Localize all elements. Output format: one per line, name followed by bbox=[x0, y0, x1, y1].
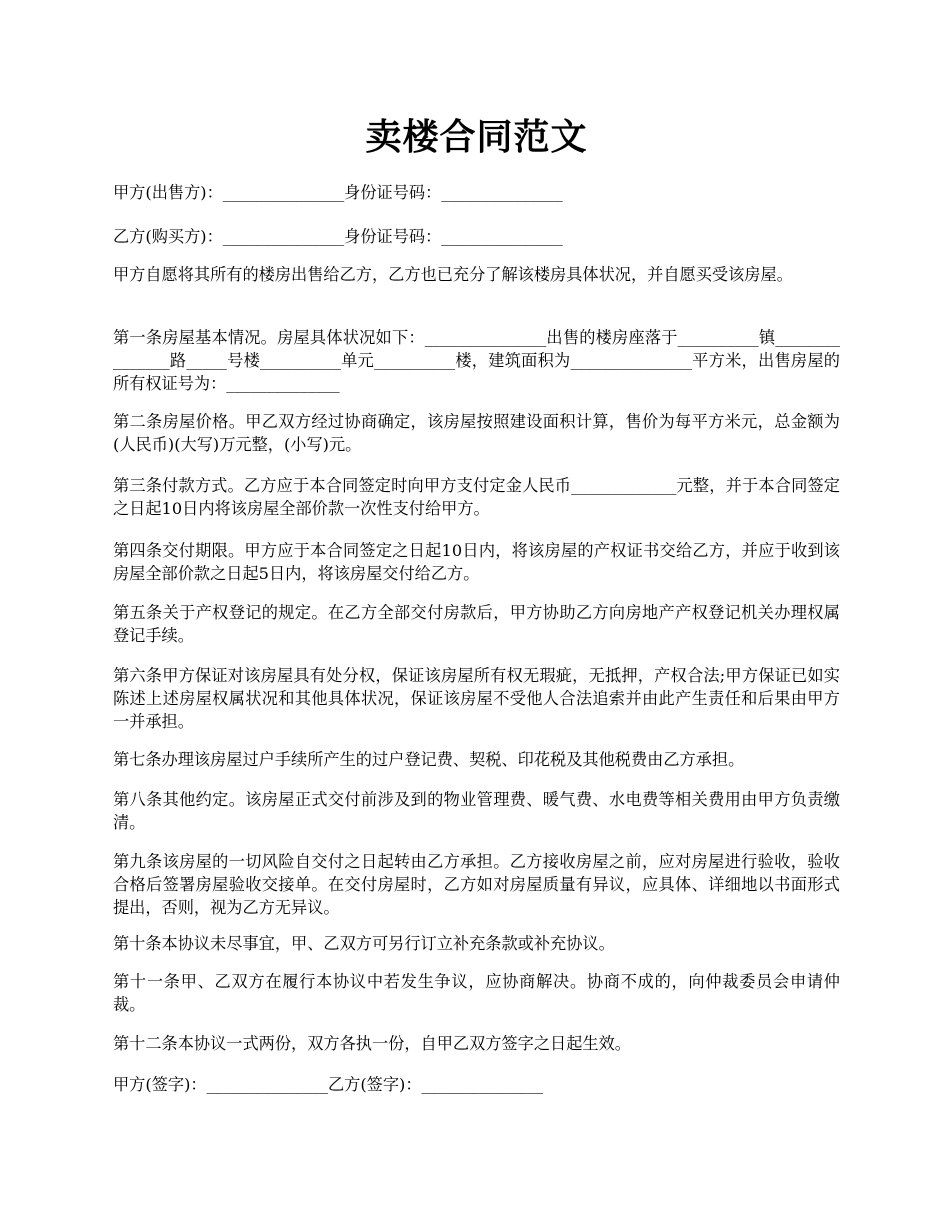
clause-12: 第十二条本协议一式两份，双方各执一份，自甲乙双方签字之日起生效。 bbox=[113, 1034, 631, 1053]
clause-8: 第八条其他约定。该房屋正式交付前涉及到的物业管理费、暖气费、水电费等相关费用由甲方负责缴清。 bbox=[113, 790, 840, 832]
clause-5: 第五条关于产权登记的规定。在乙方全部交付房款后，甲方协助乙方向房地产产权登记机关办理权属登记手续。 bbox=[113, 603, 840, 645]
clause-10: 第十条本协议未尽事宜，甲、乙双方可另行订立补充条款或补充协议。 bbox=[113, 934, 615, 953]
party-a-line: 甲方(出售方)：_______________身份证号码：_______________ bbox=[113, 183, 563, 202]
clause-4: 第四条交付期限。甲方应于本合同签定之日起10日内，将该房屋的产权证书交给乙方，并应于收到该房屋全部价款之日起5日内，将该房屋交付给乙方。 bbox=[113, 541, 840, 583]
clause-7: 第七条办理该房屋过户手续所产生的过户登记费、契税、印花税及其他税费由乙方承担。 bbox=[113, 750, 745, 769]
clause-1: 第一条房屋基本情况。房屋具体状况如下：_______________出售的楼房座落于__________镇_______________路_____号楼__________单元__________楼，建筑面积为_______________平方米，出售房屋的所有权证号为：______________ bbox=[113, 328, 840, 393]
preamble: 甲方自愿将其所有的楼房出售给乙方，乙方也已充分了解该楼房具体状况，并自愿买受该房屋。 bbox=[113, 265, 793, 284]
clause-11: 第十一条甲、乙双方在履行本协议中若发生争议，应协商解决。协商不成的，向仲裁委员会申请仲裁。 bbox=[113, 972, 840, 1014]
party-b-line: 乙方(购买方)：_______________身份证号码：_______________ bbox=[113, 227, 563, 246]
clause-2: 第二条房屋价格。甲乙双方经过协商确定，该房屋按照建设面积计算，售价为每平方米元，总金额为(人民币)(大写)万元整，(小写)元。 bbox=[113, 412, 840, 454]
document-title: 卖楼合同范文 bbox=[365, 116, 588, 158]
signature-line: 甲方(签字)：_______________乙方(签字)：_______________ bbox=[113, 1075, 543, 1094]
clause-9: 第九条该房屋的一切风险自交付之日起转由乙方承担。乙方接收房屋之前，应对房屋进行验收，验收合格后签署房屋验收交接单。在交付房屋时，乙方如对房屋质量有异议，应具体、详细地以书面形式提出，否则，视为乙方无异议。 bbox=[113, 852, 840, 917]
clause-3: 第三条付款方式。乙方应于本合同签定时向甲方支付定金人民币_____________元整，并于本合同签定之日起10日内将该房屋全部价款一次性支付给甲方。 bbox=[113, 476, 840, 518]
clause-6: 第六条甲方保证对该房屋具有处分权，保证该房屋所有权无瑕疵，无抵押，产权合法;甲方保证已如实陈述上述房屋权属状况和其他具体状况，保证该房屋不受他人合法追索并由此产生责任和后果由甲方一并承担。 bbox=[113, 666, 840, 731]
